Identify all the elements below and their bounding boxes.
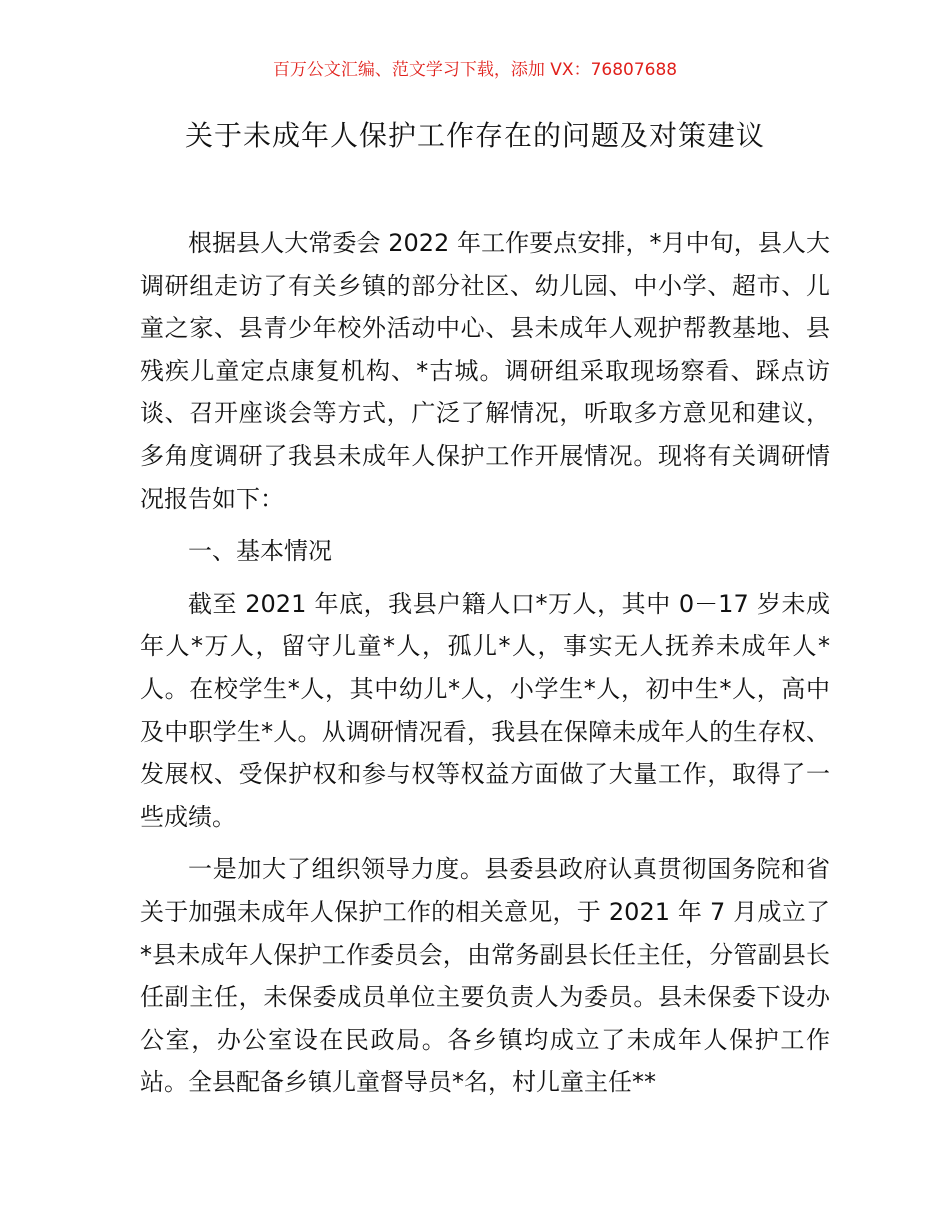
paragraph-intro: 根据县人大常委会 2022 年工作要点安排，*月中旬，县人大调研组走访了有关乡镇的部分社区、幼儿园、中小学、超市、儿童之家、县青少年校外活动中心、县未成年人观护帮教基地、县残疾儿童定点康复机构、*古城。调研组采取现场察看、踩点访谈、召开座谈会等方式，广泛了解情况，听取多方意见和建议，多角度调研了我县未成年人保护工作开展情况。现将有关调研情况报告如下： bbox=[140, 229, 830, 513]
paragraph-organizational-leadership: 一是加大了组织领导力度。县委县政府认真贯彻国务院和省关于加强未成年人保护工作的相关意见，于 2021 年 7 月成立了*县未成年人保护工作委员会，由常务副县长任主任，分管副县长任副主任，未保委成员单位主要负责人为委员。县未保委下设办公室，办公室设在民政局。各乡镇均成立了未成年人保护工作站。全县配备乡镇儿童督导员*名，村儿童主任** bbox=[140, 855, 830, 1097]
document-body bbox=[140, 222, 830, 1104]
section-heading-basic-situation: 一、基本情况 bbox=[188, 537, 332, 566]
document-title: 关于未成年人保护工作存在的问题及对策建议 bbox=[184, 119, 765, 152]
paragraph-population-statistics: 截至 2021 年底，我县户籍人口*万人，其中 0－17 岁未成年人*万人，留守儿童*人，孤儿*人，事实无人抚养未成年人*人。在校学生*人，其中幼儿*人，小学生*人，初中生*人，高中及中职学生*人。从调研情况看，我县在保障未成年人的生存权、发展权、受保护权和参与权等权益方面做了大量工作，取得了一些成绩。 bbox=[140, 589, 830, 831]
header-promo-note: 百万公文汇编、范文学习下载，添加 VX：76807688 bbox=[272, 60, 678, 80]
